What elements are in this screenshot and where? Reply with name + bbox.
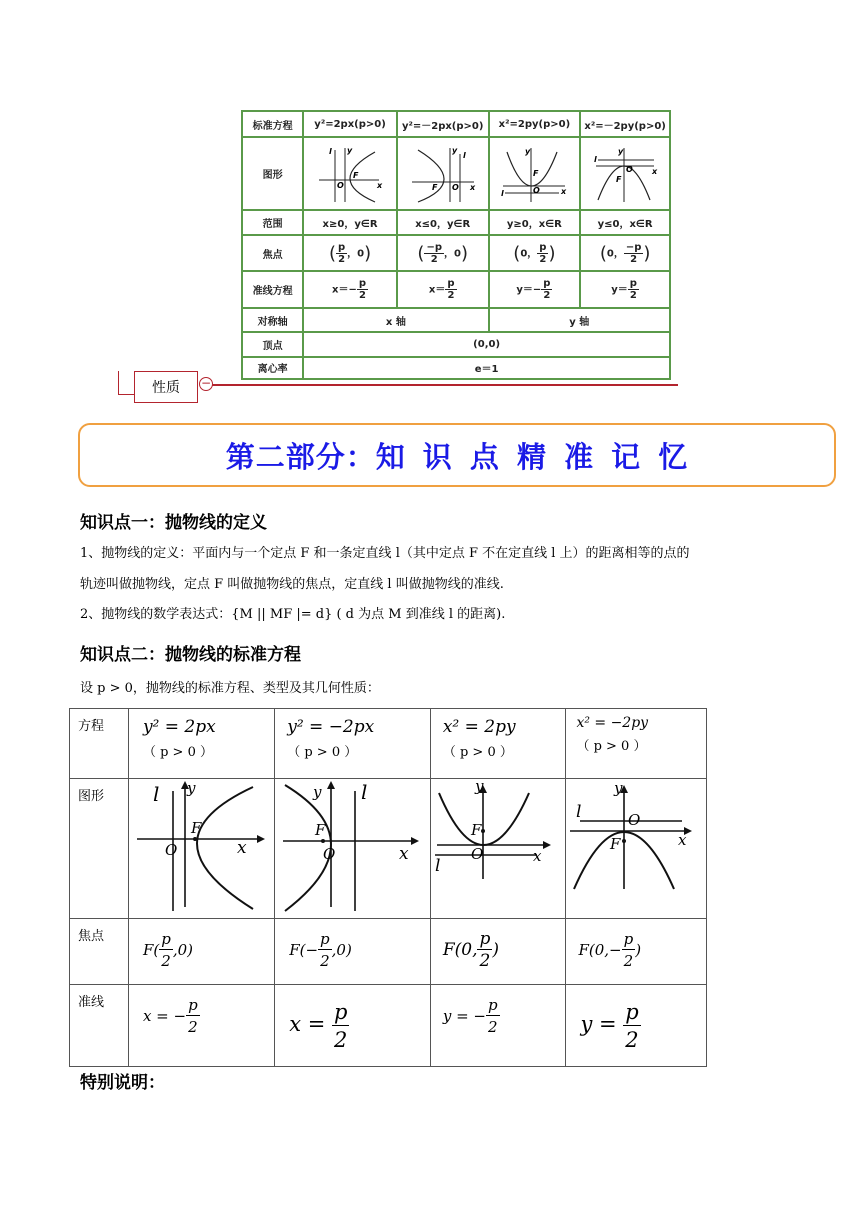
svg-text:l: l bbox=[152, 782, 160, 806]
svg-text:l: l bbox=[361, 780, 368, 804]
svg-text:y: y bbox=[186, 779, 196, 797]
svg-text:y: y bbox=[313, 783, 322, 801]
svg-text:x: x bbox=[236, 838, 247, 858]
focus-formula: F(0,− $\frac{p}{2}$ ) bbox=[566, 919, 707, 985]
graph-cell bbox=[566, 779, 707, 919]
graph-cell bbox=[128, 779, 274, 919]
focus-cell: ( $\frac{-p}{2}$，0) bbox=[397, 235, 489, 272]
svg-text:O: O bbox=[451, 182, 459, 192]
svg-text:y: y bbox=[347, 145, 353, 155]
focus-formula: F(0, $\frac{p}{2}$ ) bbox=[430, 919, 566, 985]
header-case-3: x²=2py(p>0) bbox=[489, 111, 581, 137]
condition-text: （ p > 0 ） bbox=[442, 745, 513, 760]
header-std-eq: 标准方程 bbox=[242, 111, 303, 137]
svg-text:O: O bbox=[626, 164, 633, 174]
parabola-down-graph bbox=[566, 779, 700, 914]
parabola-right-graph bbox=[129, 779, 266, 914]
svg-text:x: x bbox=[652, 166, 658, 176]
directrix-cell: x＝ $\frac{p}{2}$ bbox=[397, 271, 489, 308]
focus-cell: (0， $\frac{p}{2}$) bbox=[489, 235, 581, 272]
section-banner bbox=[78, 423, 836, 487]
svg-text:O: O bbox=[164, 841, 178, 859]
svg-text:F: F bbox=[431, 182, 438, 192]
svg-text:x: x bbox=[469, 182, 475, 192]
equation-cell bbox=[128, 709, 274, 779]
svg-text:x: x bbox=[561, 186, 567, 196]
equation-text: x² = 2py bbox=[442, 717, 516, 737]
range-cell: x≥0，y∈R bbox=[303, 210, 397, 234]
row-label-directrix: 准线 bbox=[70, 985, 129, 1067]
mini-graph-up bbox=[489, 137, 581, 210]
directrix-formula: y = $\frac{p}{2}$ bbox=[566, 985, 707, 1067]
svg-text:O: O bbox=[533, 185, 541, 195]
equation-text: y² = −2px bbox=[287, 717, 375, 737]
svg-text:x: x bbox=[399, 844, 409, 864]
mini-graph-left bbox=[397, 137, 489, 210]
axis-label: 对称轴 bbox=[242, 308, 303, 332]
directrix-cell: y＝ $\frac{p}{2}$ bbox=[580, 271, 670, 308]
axis-cell: x 轴 bbox=[303, 308, 488, 332]
svg-text:O: O bbox=[628, 811, 641, 829]
svg-text:F: F bbox=[470, 821, 482, 839]
directrix-formula: x = − $\frac{p}{2}$ bbox=[128, 985, 274, 1067]
vertex-cell: (0,0) bbox=[303, 332, 670, 356]
directrix-formula: x = $\frac{p}{2}$ bbox=[275, 985, 431, 1067]
row-label-equation: 方程 bbox=[70, 709, 129, 779]
equation-text: y² = 2px bbox=[142, 717, 216, 737]
figure-label: 图形 bbox=[242, 137, 303, 210]
focus-cell: ( $\frac{p}{2}$，0) bbox=[303, 235, 397, 272]
eccentricity-label: 离心率 bbox=[242, 357, 303, 379]
kp1-paragraph-1a: 1、抛物线的定义：平面内与一个定点 F 和一条定直线 l（其中定点 F 不在定直线 l 上）的距离相等的点的 bbox=[80, 546, 690, 561]
directrix-formula: y = − $\frac{p}{2}$ bbox=[430, 985, 566, 1067]
svg-text:l: l bbox=[501, 188, 505, 198]
parabola-up-graph bbox=[431, 779, 559, 914]
header-case-1: y²=2px(p>0) bbox=[303, 111, 397, 137]
mindmap-node[interactable]: 性质 bbox=[134, 371, 198, 403]
svg-text:O: O bbox=[470, 845, 484, 863]
kp1-heading: 知识点一：抛物线的定义 bbox=[80, 513, 267, 533]
range-label: 范围 bbox=[242, 210, 303, 234]
mini-graph-right bbox=[303, 137, 397, 210]
svg-text:x: x bbox=[678, 831, 687, 849]
directrix-cell: x＝− $\frac{p}{2}$ bbox=[303, 271, 397, 308]
svg-text:y: y bbox=[474, 779, 484, 795]
svg-text:F: F bbox=[353, 170, 359, 180]
collapse-icon[interactable]: − bbox=[200, 376, 212, 390]
svg-text:F: F bbox=[616, 174, 622, 184]
equation-cell bbox=[566, 709, 707, 779]
range-cell: y≤0，x∈R bbox=[580, 210, 670, 234]
range-cell: y≥0，x∈R bbox=[489, 210, 581, 234]
svg-text:l: l bbox=[434, 856, 441, 876]
mini-graph-down bbox=[580, 137, 670, 210]
row-label-focus: 焦点 bbox=[70, 919, 129, 985]
equation-cell bbox=[275, 709, 431, 779]
svg-text:l: l bbox=[594, 154, 597, 164]
banner-title: 第二部分：知 识 点 精 准 记 忆 bbox=[225, 439, 689, 474]
svg-text:y: y bbox=[451, 145, 457, 155]
directrix-cell: y＝− $\frac{p}{2}$ bbox=[489, 271, 581, 308]
eccentricity-cell: e＝1 bbox=[303, 357, 670, 379]
mindmap-connector bbox=[118, 371, 134, 395]
mindmap-branch-line bbox=[200, 384, 678, 386]
svg-text:F: F bbox=[533, 168, 539, 178]
axis-cell: y 轴 bbox=[489, 308, 670, 332]
svg-text:F: F bbox=[190, 819, 202, 837]
svg-text:x: x bbox=[532, 847, 542, 865]
row-label-figure: 图形 bbox=[70, 779, 129, 919]
equation-text: x² = −2py bbox=[576, 715, 649, 731]
kp2-intro: 设 p > 0，抛物线的标准方程、类型及其几何性质： bbox=[80, 681, 380, 696]
special-note-heading: 特别说明： bbox=[80, 1073, 165, 1093]
svg-text:y: y bbox=[618, 146, 624, 156]
svg-text:F: F bbox=[315, 821, 326, 839]
kp1-paragraph-1b: 轨迹叫做抛物线，定点 F 叫做抛物线的焦点，定直线 l 叫做抛物线的准线. bbox=[80, 577, 504, 592]
header-case-2: y²=－2px(p>0) bbox=[397, 111, 489, 137]
standard-equation-table bbox=[69, 708, 707, 1067]
condition-text: （ p > 0 ） bbox=[287, 745, 358, 760]
svg-text:l: l bbox=[576, 802, 582, 822]
condition-text: （ p > 0 ） bbox=[142, 745, 213, 760]
condition-text: （ p > 0 ） bbox=[576, 739, 647, 754]
graph-cell bbox=[430, 779, 566, 919]
svg-text:O: O bbox=[323, 845, 336, 863]
equation-cell bbox=[430, 709, 566, 779]
graph-cell bbox=[275, 779, 431, 919]
svg-text:y: y bbox=[614, 779, 623, 797]
svg-text:y: y bbox=[525, 146, 531, 156]
focus-formula: F(− $\frac{p}{2}$ ,0) bbox=[275, 919, 431, 985]
svg-text:O: O bbox=[337, 180, 344, 190]
svg-text:x: x bbox=[377, 180, 383, 190]
focus-formula: F( $\frac{p}{2}$ ,0) bbox=[128, 919, 274, 985]
parabola-left-graph bbox=[275, 779, 423, 914]
svg-text:l: l bbox=[329, 146, 332, 156]
range-cell: x≤0，y∈R bbox=[397, 210, 489, 234]
vertex-label: 顶点 bbox=[242, 332, 303, 356]
svg-text:F: F bbox=[610, 835, 621, 853]
focus-cell: (0， $\frac{-p}{2}$) bbox=[580, 235, 670, 272]
header-case-4: x²=－2py(p>0) bbox=[580, 111, 670, 137]
summary-table bbox=[241, 110, 671, 380]
directrix-label: 准线方程 bbox=[242, 271, 303, 308]
kp2-heading: 知识点二：抛物线的标准方程 bbox=[80, 645, 301, 665]
svg-text:l: l bbox=[462, 150, 466, 160]
focus-label: 焦点 bbox=[242, 235, 303, 272]
kp1-paragraph-2: 2、抛物线的数学表达式：{M || MF |= d} ( d 为点 M 到准线 l 的距离). bbox=[80, 607, 506, 622]
